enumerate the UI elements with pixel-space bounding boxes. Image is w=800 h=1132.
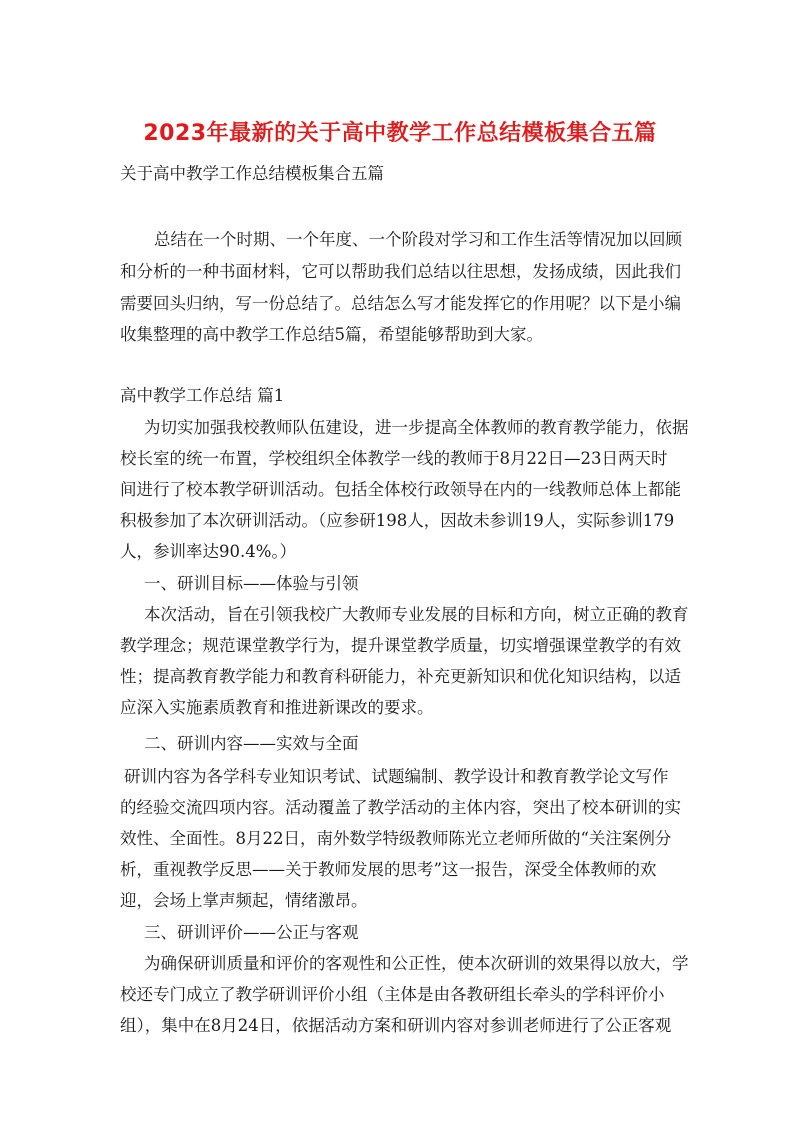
intro-line: 收集整理的高中教学工作总结5篇，希望能够帮助到大家。 [120,325,543,344]
paragraph-line: 校长室的统一布置，学校组织全体教学一线的教师于8月22日—23日两天时 [120,449,668,468]
document-title: 2023年最新的关于高中教学工作总结模板集合五篇 [143,121,657,146]
paragraph-line: 人，参训率达90.4%。） [120,542,297,561]
paragraph-line: 组），集中在8月24日，依据活动方案和研训内容对参训老师进行了公正客观 [120,1016,672,1035]
paragraph-line: 析，重视教学反思——关于教师发展的思考”这一报告，深受全体教师的欢 [120,860,657,879]
intro-line: 总结在一个时期、一个年度、一个阶段对学习和工作生活等情况加以回顾 [154,230,682,249]
paragraph-line: 应深入实施素质教育和推进新课改的要求。 [120,698,434,717]
paragraph-line: 的经验交流四项内容。活动覆盖了教学活动的主体内容，突出了校本研训的实 [120,798,681,817]
paragraph-line: 本次活动，旨在引领我校广大教师专业发展的目标和方向，树立正确的教育 [144,605,689,624]
paragraph-line: 教学理念；规范课堂教学行为，提升课堂教学质量，切实增强课堂教学的有效 [120,636,681,655]
document-subtitle: 关于高中教学工作总结模板集合五篇 [120,164,384,183]
paragraph-line: 积极参加了本次研训活动。（应参研198人，因故未参训19人，实际参训179 [120,511,675,530]
paragraph-line: 迎，会场上掌声频起，情绪激昂。 [120,891,368,910]
subsection-heading: 二、研训内容——实效与全面 [144,734,359,753]
paragraph-line: 性；提高教育教学能力和教育科研能力，补充更新知识和优化知识结构，以适 [120,667,681,686]
intro-line: 和分析的一种书面材料，它可以帮助我们总结以往思想，发扬成绩，因此我们 [120,262,681,281]
paragraph-line: 为确保研训质量和评价的客观性和公正性，使本次研训的效果得以放大，学 [144,954,689,973]
section-heading: 高中教学工作总结 篇1 [120,386,285,405]
paragraph-line: 效性、全面性。8月22日，南外数学特级教师陈光立老师所做的“关注案例分 [120,829,672,848]
intro-line: 需要回头归纳，写一份总结了。总结怎么写才能发挥它的作用呢？以下是小编 [120,294,681,313]
subsection-heading: 一、研训目标——体验与引领 [144,574,359,593]
paragraph-line: 研训内容为各学科专业知识考试、试题编制、教学设计和教育教学论文写作 [124,767,669,786]
paragraph-line: 为切实加强我校教师队伍建设，进一步提高全体教师的教育教学能力，依据 [144,418,689,437]
paragraph-line: 间进行了校本教学研训活动。包括全体校行政领导在内的一线教师总体上都能 [120,480,681,499]
paragraph-line: 校还专门成立了教学研训评价小组（主体是由各教研组长牵头的学科评价小 [120,985,665,1004]
subsection-heading: 三、研训评价——公正与客观 [144,923,359,942]
